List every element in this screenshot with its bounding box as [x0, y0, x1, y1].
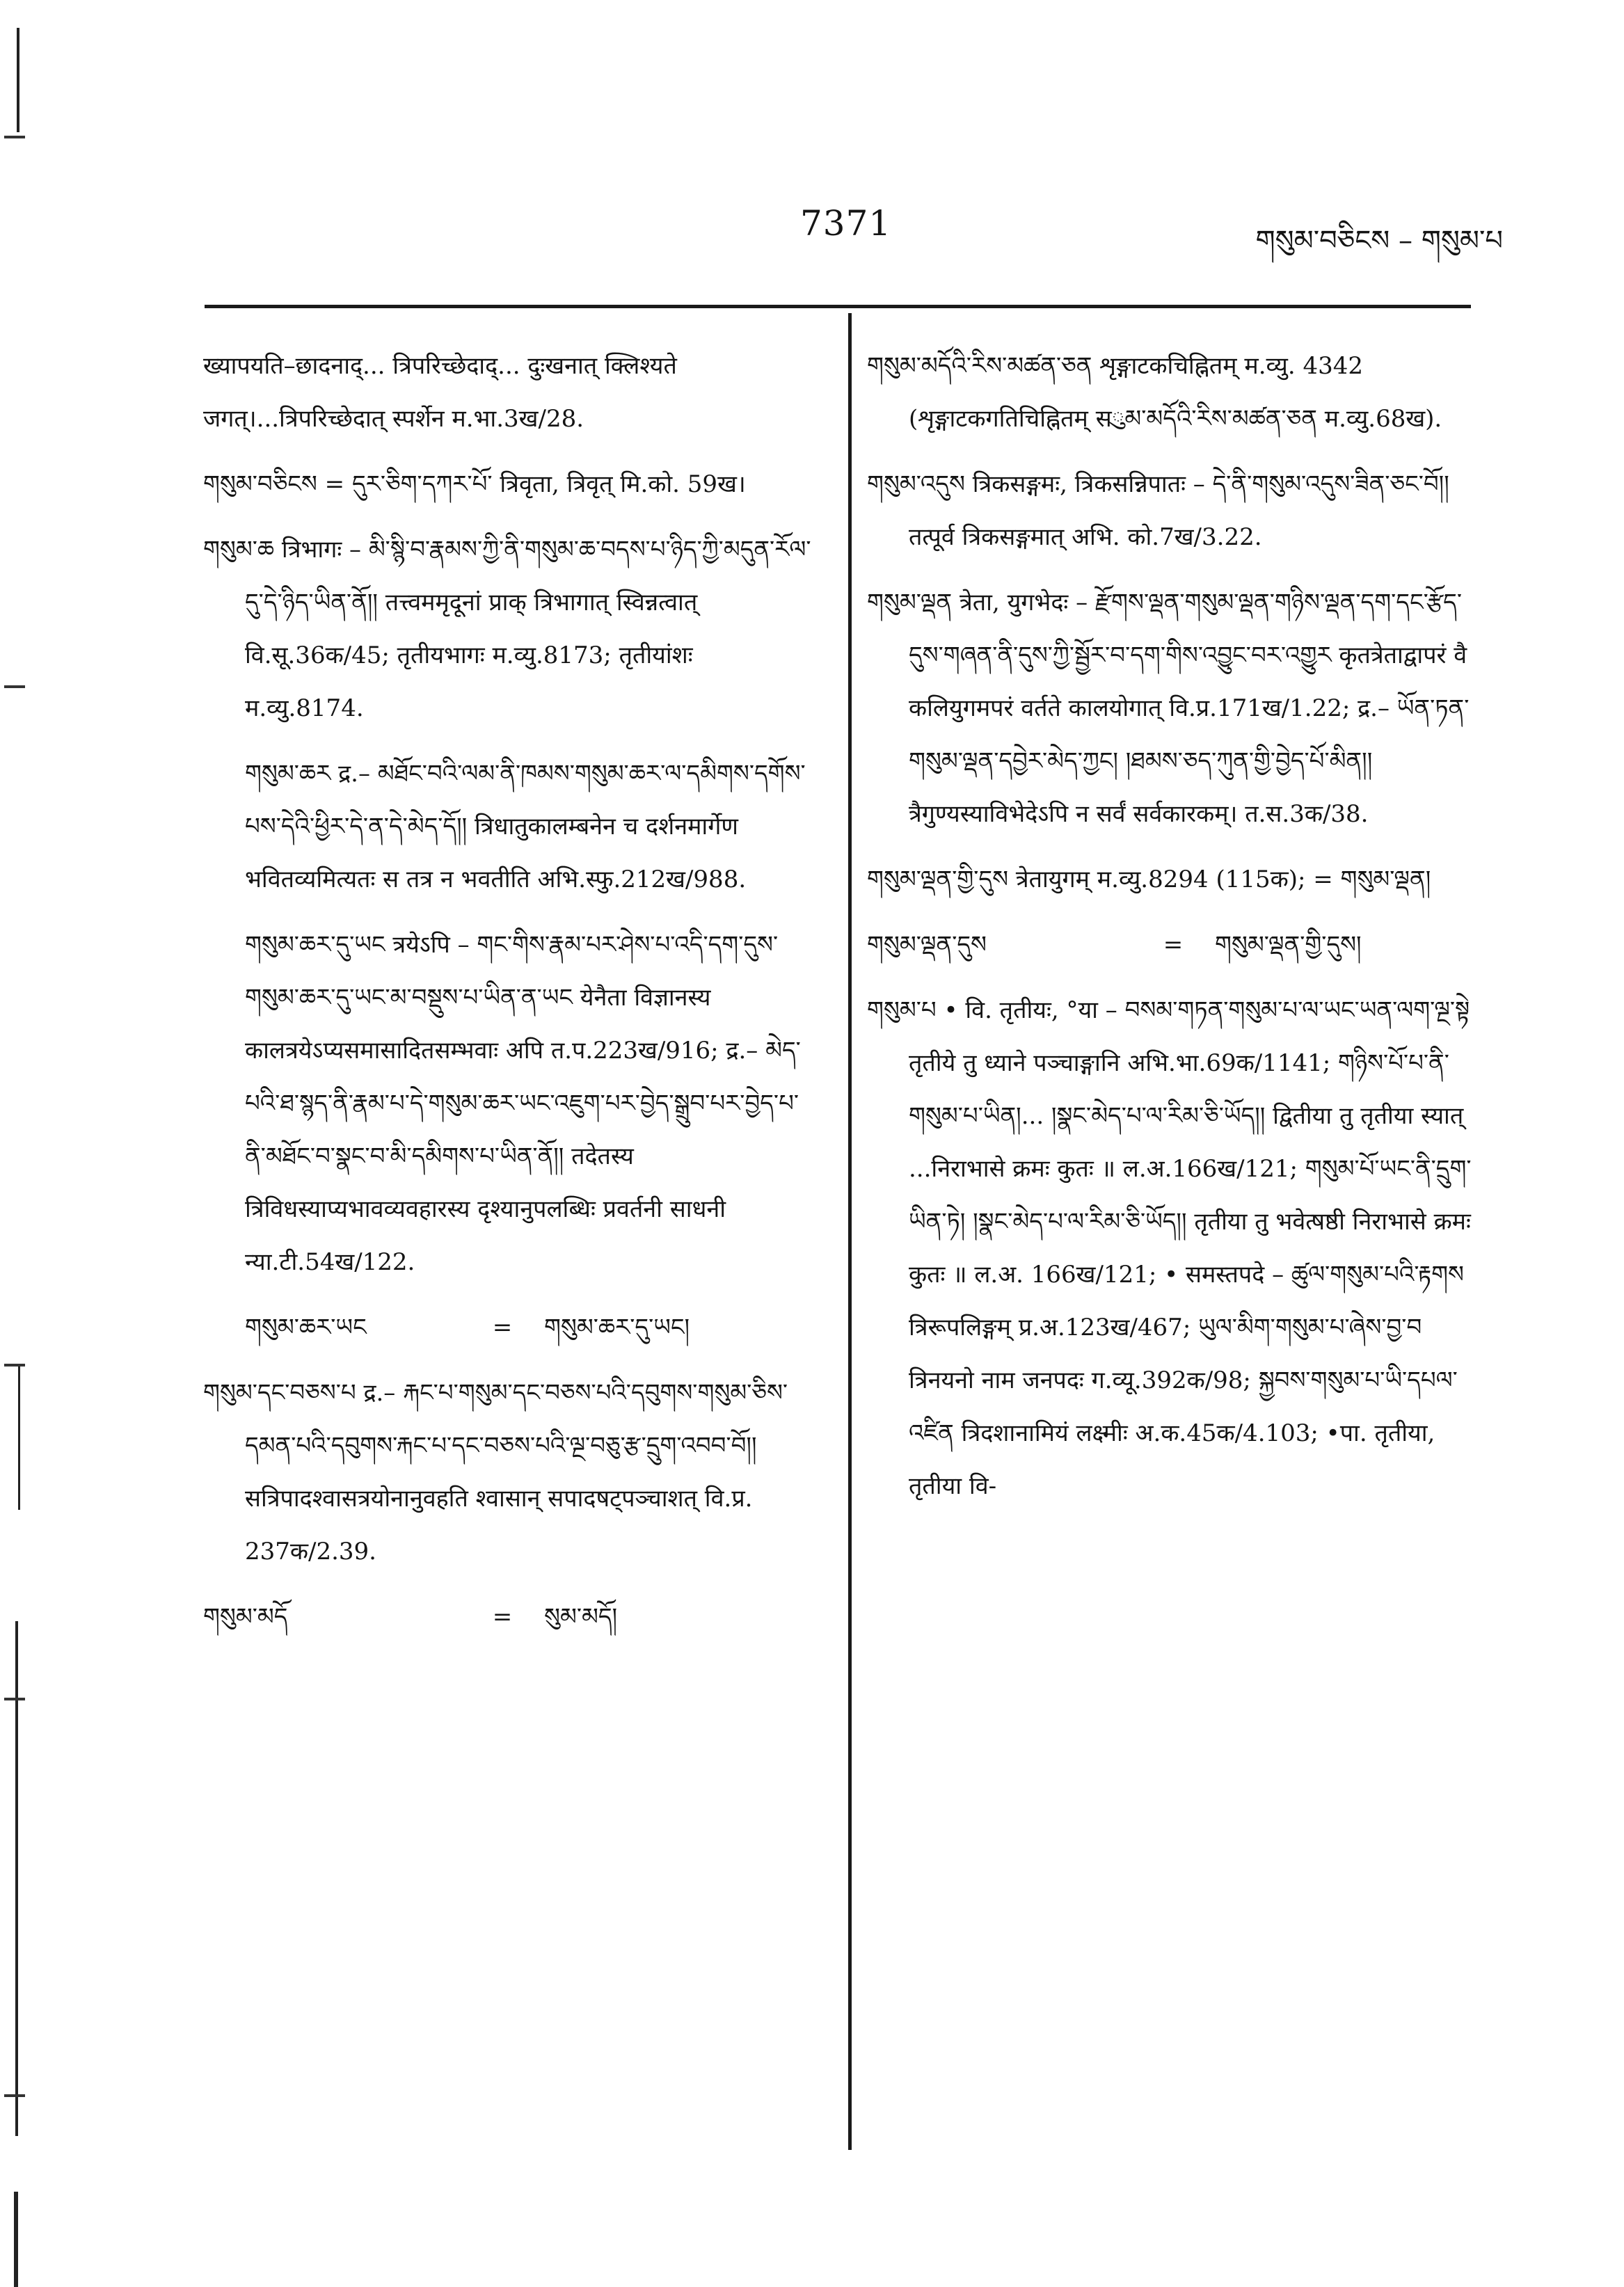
cross-reference — [203, 1591, 815, 1643]
scan-edge-mark — [17, 28, 19, 132]
dictionary-entry: གསུམ་ལྡན त्रेता, युगभेदः – རྫོགས་ལྡན་གསུམ་ལྡན་གཉིས་ལྡན་དག་དང་རྩོད་དུས་གཞན་ནི་དུས་ཀྱི་སྦྱོར་བ་དག་གིས་འབྱུང་བར་འགྱུར कृतत्रेताद्वापरं वै कलियुगमपरं वर्तते कालयोगात् वि.प्र.171ख/1.22; द्र.– ཡོན་ཏན་གསུམ་ལྡན་དབྱེར་མེད་ཀྱང། །ཐམས་ཅད་ཀུན་གྱི་བྱེད་པོ་མིན།། त्रैगुण्यस्याविभेदेऽपि न सर्वं सर्वकारकम्। त.स.3क/38. — [867, 589, 1470, 828]
running-head: གསུམ་བཅིངས – གསུམ་པ — [1255, 225, 1503, 257]
xref-target: གསུམ་ལྡན་གྱི་དུས། — [1215, 931, 1362, 959]
equals-sign: = — [1163, 931, 1184, 959]
equals-sign: = — [492, 1314, 513, 1341]
cross-reference — [867, 918, 1472, 971]
dictionary-subentry: གསུམ་ཆར द्र.– མཐོང་བའི་ལམ་ནི་ཁམས་གསུམ་ཆར་ལ་དམིགས་དགོས་པས་དེའི་ཕྱིར་དེ་ན་དེ་མེད་དོ།། त्रिधातुकालम्बनेन च दर्शनमार्गेण भवितव्यमित्यतः स तत्र न भवतीति अभि.स्फु.212ख/988. — [245, 760, 806, 893]
xref-target: གསུམ་ཆར་དུ་ཡང། — [544, 1314, 690, 1341]
dictionary-entry: གསུམ་པ • वि. तृतीयः, °या – བསམ་གཏན་གསུམ་པ་ལ་ཡང་ཡན་ལག་ལྔ་སྟེ तृतीये तु ध्याने पञ्चाङ्गानि अभि.भा.69क/1141; གཉིས་པོ་པ་ནི་གསུམ་པ་ཡིན།... །སྣང་མེད་པ་ལ་རིམ་ཅི་ཡོད།། द्वितीया तु तृतीया स्यात् ...निराभासे क्रमः कुतः ॥ ल.अ.166ख/121; གསུམ་པོ་ཡང་ནི་དྲུག་ཡིན་ཏེ། །སྣང་མེད་པ་ལ་རིམ་ཅི་ཡོད།། तृतीया तु भवेत्षष्ठी निराभासे क्रमः कुतः ॥ ल.अ. 166ख/121; • समस्तपदे – ཚུལ་གསུམ་པའི་རྟགས त्रिरूपलिङ्गम् प्र.अ.123ख/467; ཡུལ་མིག་གསུམ་པ་ཞེས་བྱ་བ त्रिनयनो नाम जनपदः ग.व्यू.392क/98; སྐྱབས་གསུམ་པ་ཡི་དཔལ་འཛིན त्रिदशानामियं लक्ष्मीः अ.क.45क/4.103; •पा. तृतीया, तृतीया वि- — [867, 996, 1472, 1500]
xref-headword: གསུམ་ཆར་ཡང — [245, 1314, 367, 1341]
dictionary-subentry: གསུམ་ཆར་དུ་ཡང त्रयेऽपि – གང་གིས་རྣམ་པར་ཤེས་པ་འདི་དག་དུས་གསུམ་ཆར་དུ་ཡང་མ་བསྡུས་པ་ཡིན་ན་ཡང येनैता विज्ञानस्य कालत्रयेऽप्यसमासादितसम्भवाः अपि त.प.223ख/916; द्र.– མེད་པའི་ཐ་སྙད་ནི་རྣམ་པ་དེ་གསུམ་ཆར་ཡང་འཇུག་པར་བྱེད་སྒྲུབ་པར་བྱེད་པ་ནི་མཐོང་བ་སྣང་བ་མི་དམིགས་པ་ཡིན་ནོ།། तदेतस्य त्रिविधस्याप्यभावव्यवहारस्य दृश्यानुपलब्धिः प्रवर्तनी साधनी न्या.टी.54ख/122. — [245, 931, 801, 1276]
dictionary-entry: གསུམ་ལྡན་གྱི་དུས त्रेतायुगम् म.व्यु.8294 (115क); = གསུམ་ལྡན། — [867, 866, 1431, 893]
scan-tick-mark — [4, 136, 25, 138]
scan-edge-mark — [14, 2192, 18, 2287]
xref-target: སུམ་མདོ། — [544, 1603, 618, 1631]
dictionary-entry: གསུམ་མདོའི་རིས་མཚན་ཅན शृङ्गाटकचिह्नितम् म.व्यु. 4342 (शृङ्गाटकगतिचिह्नितम् सུམ་མདོའི་རིས་མཚན་ཅན म.व्यु.68ख). — [867, 352, 1442, 433]
page-number: 7371 — [800, 203, 892, 244]
scan-tick-mark — [4, 1364, 25, 1366]
dictionary-entry: གསུམ་དང་བཅས་པ द्र.– རྐང་པ་གསུམ་དང་བཅས་པའི་དབུགས་གསུམ་ཅིས་དམན་པའི་དབུགས་རྐང་པ་དང་བཅས་པའི་ལྔ་བཅུ་རྩ་དྲུག་འབབ་བོ།། सत्रिपादश्वासत्रयोनानुवहति श्वासान् सपादषट्पञ्चाशत् वि.प्र. 237क/2.39. — [203, 1379, 788, 1565]
xref-headword: གསུམ་ལྡན་དུས — [867, 931, 987, 959]
scan-edge-mark — [18, 1364, 20, 1510]
column-divider — [848, 313, 852, 2150]
right-column — [867, 340, 1472, 1525]
dictionary-entry: ख्यापयति–छादनाद्... त्रिपरिच्छेदाद्... दुःखनात् क्लिश्यते जगत्।...त्रिपरिच्छेदात् स्पर्शेन म.भा.3ख/28. — [203, 352, 677, 433]
scan-tick-mark — [4, 1698, 25, 1700]
equals-sign: = — [492, 1603, 513, 1631]
scan-tick-mark — [4, 685, 25, 688]
dictionary-entry: གསུམ་འདུས त्रिकसङ्गमः, त्रिकसन्निपातः – དེ་ནི་གསུམ་འདུས་ཟིན་ཅང་བོ།། तत्पूर्व त्रिकसङ्गमात् अभि. को.7ख/3.22. — [867, 470, 1449, 551]
xref-headword: གསུམ་མདོ — [203, 1603, 288, 1631]
scan-tick-mark — [4, 2094, 25, 2097]
header-rule — [205, 305, 1471, 308]
cross-reference — [203, 1301, 815, 1354]
dictionary-entry: གསུམ་ཆ त्रिभागः – མི་སྙི་བ་རྣམས་ཀྱི་ནི་གསུམ་ཆ་བདས་པ་ཉིད་ཀྱི་མདུན་རོལ་དུ་དེ་ཉིད་ཡིན་ནོ།། तत्त्वममृदूनां प्राक् त्रिभागात् स्विन्नत्वात् वि.सू.36क/45; तृतीयभागः म.व्यु.8173; तृतीयांशः म.व्यु.8174. — [203, 536, 811, 722]
dictionary-entry: གསུམ་བཅིངས = དུར་ཅིག་དཀར་པོ་ त्रिवृता, त्रिवृत् मि.को. 59ख। — [203, 470, 746, 498]
left-column — [203, 340, 815, 1656]
